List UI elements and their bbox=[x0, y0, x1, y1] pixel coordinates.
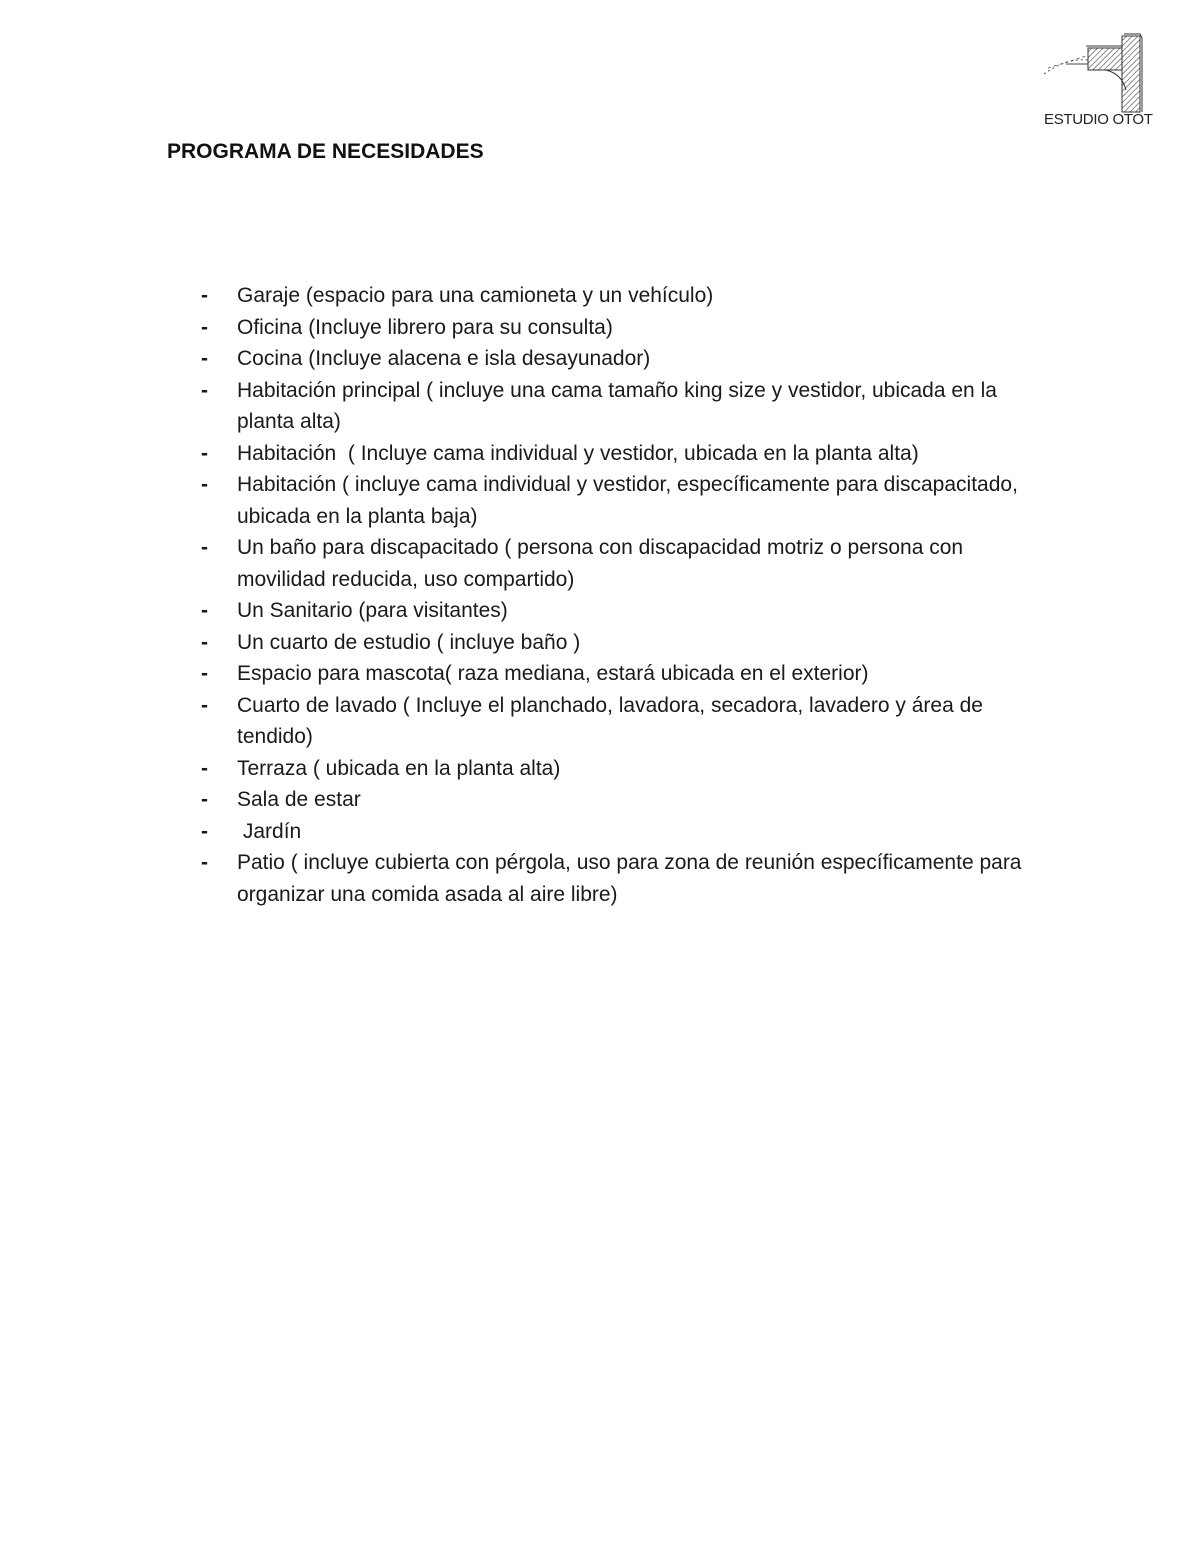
list-item-text: Habitación principal ( incluye una cama tamaño king size y vestidor, ubicada en la planta alta) bbox=[237, 378, 997, 433]
list-item bbox=[199, 438, 1039, 470]
list-item-text: Habitación ( Incluye cama individual y vestidor, ubicada en la planta alta) bbox=[237, 441, 919, 465]
list-item bbox=[199, 595, 1039, 627]
page-title: PROGRAMA DE NECESIDADES bbox=[167, 140, 484, 163]
list-item bbox=[199, 753, 1039, 785]
bullet-dash: - bbox=[201, 315, 208, 339]
list-item bbox=[199, 847, 1039, 910]
list-item-text: Sala de estar bbox=[237, 788, 361, 811]
bullet-dash: - bbox=[201, 851, 208, 874]
list-item-text: Garaje (espacio para una camioneta y un vehículo) bbox=[237, 284, 714, 307]
list-item-text: Espacio para mascota( raza mediana, estará ubicada en el exterior) bbox=[237, 662, 869, 685]
list-item bbox=[199, 658, 1039, 690]
list-item bbox=[199, 532, 1039, 595]
bullet-dash: - bbox=[201, 378, 208, 402]
bullet-dash: - bbox=[201, 662, 208, 685]
list-item bbox=[199, 469, 1039, 532]
bullet-dash: - bbox=[201, 536, 208, 559]
list-item-text: Oficina (Incluye librero para su consulta) bbox=[237, 315, 613, 339]
bullet-dash: - bbox=[201, 630, 208, 654]
bullet-dash: - bbox=[201, 788, 208, 811]
list-item bbox=[199, 375, 1039, 438]
list-item-text: Un baño para discapacitado ( persona con discapacidad motriz o persona con movilidad reducida, uso compartido) bbox=[237, 536, 964, 591]
list-item-text: Patio ( incluye cubierta con pérgola, uso para zona de reunión específicamente para organizar una comida asada al aire libre) bbox=[237, 851, 1022, 906]
estudio-otot-logo bbox=[1036, 30, 1152, 134]
list-item bbox=[199, 280, 1039, 312]
logo-text: ESTUDIO OTOT bbox=[1044, 111, 1153, 128]
bullet-dash: - bbox=[201, 347, 208, 370]
bullet-dash: - bbox=[201, 819, 208, 843]
list-item-text: Un cuarto de estudio ( incluye baño ) bbox=[237, 630, 581, 654]
list-item bbox=[199, 627, 1039, 659]
bullet-dash: - bbox=[201, 599, 208, 622]
list-item bbox=[199, 816, 1039, 848]
list-item-text: Cocina (Incluye alacena e isla desayunador) bbox=[237, 347, 651, 370]
list-item bbox=[199, 312, 1039, 344]
list-item bbox=[199, 690, 1039, 753]
bullet-dash: - bbox=[201, 473, 208, 496]
bullet-dash: - bbox=[201, 284, 208, 307]
list-item-text: Habitación ( incluye cama individual y vestidor, específicamente para discapacitado, ubicada en la planta baja) bbox=[237, 473, 1018, 528]
list-item-text: Jardín bbox=[237, 819, 302, 843]
list-item bbox=[199, 343, 1039, 375]
list-item-text: Un Sanitario (para visitantes) bbox=[237, 599, 508, 622]
bullet-dash: - bbox=[201, 756, 208, 780]
list-item-text: Terraza ( ubicada en la planta alta) bbox=[237, 756, 561, 780]
list-item bbox=[199, 784, 1039, 816]
bullet-dash: - bbox=[201, 441, 208, 465]
bullet-dash: - bbox=[201, 693, 208, 717]
list-item-text: Cuarto de lavado ( Incluye el planchado, lavadora, secadora, lavadero y área de tendido) bbox=[237, 693, 983, 748]
needs-list bbox=[199, 280, 1039, 910]
